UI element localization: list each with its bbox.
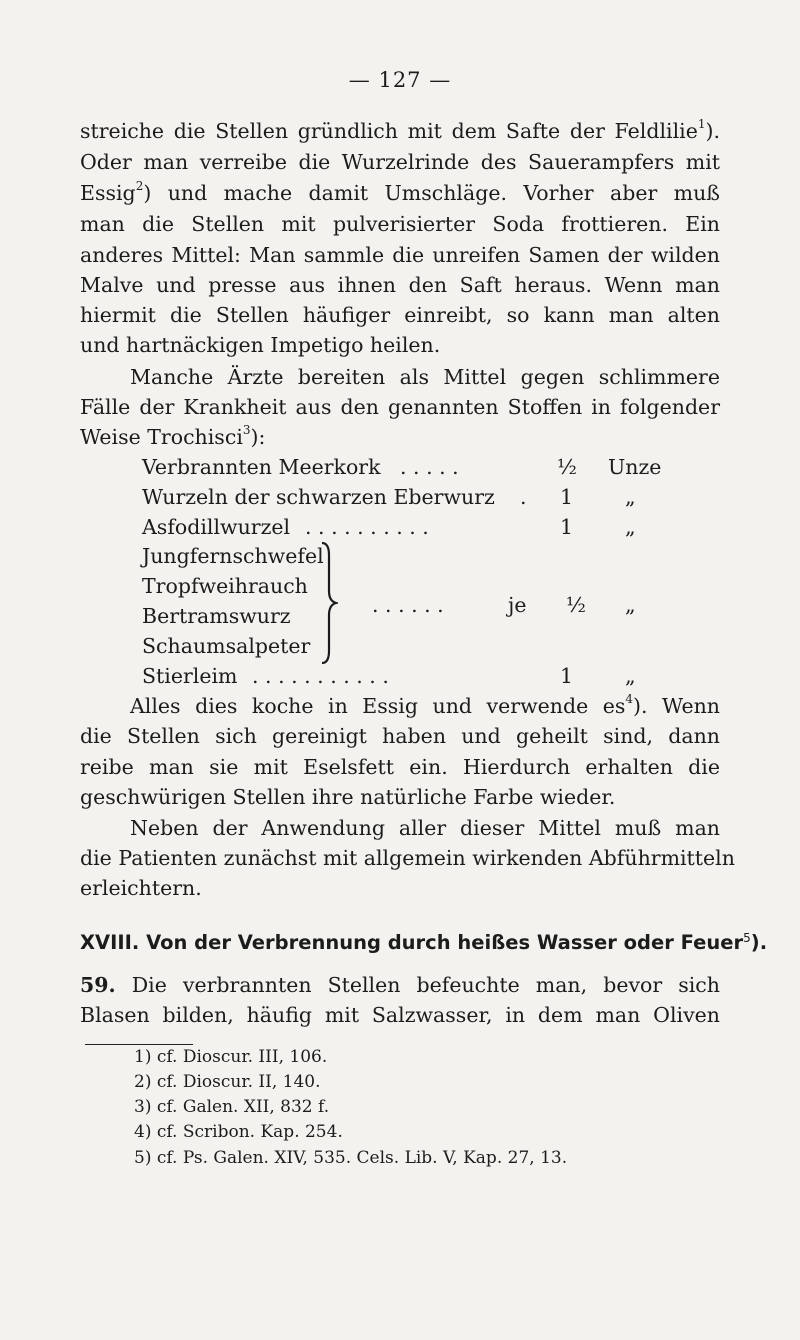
recipe-qty: ½ [566, 593, 586, 617]
recipe-group-item: Tropfweihrauch [142, 574, 308, 598]
recipe-unit: „ [625, 485, 636, 509]
body-line: streiche die Stellen gründlich mit dem Safte der Feldlilie$^1$). [80, 117, 720, 143]
body-line: Weise Trochisci$^3$): [80, 423, 266, 449]
recipe-item-name: Verbrannten Meerkork [142, 455, 381, 479]
body-line: Blasen bilden, häufig mit Salzwasser, in dem man Oliven [80, 1003, 720, 1027]
footnote: 5) cf. Ps. Galen. XIV, 535. Cels. Lib. V, Kap. 27, 13. [134, 1148, 568, 1168]
page-number: — 127 — [348, 68, 452, 92]
recipe-item-name: Asfodillwurzel [142, 515, 291, 539]
body-line: anderes Mittel: Man sammle die unreifen Samen der wilden [80, 243, 720, 267]
footnote-ref: 1 [697, 117, 706, 131]
recipe-unit: Unze [608, 455, 662, 479]
recipe-item-name: Wurzeln der schwarzen Eberwurz [142, 485, 495, 509]
body-line: 59. Die verbrannten Stellen befeuchte man, bevor sich [80, 973, 720, 997]
body-line: erleichtern. [80, 876, 202, 900]
footnote-ref: 2 [135, 179, 144, 193]
body-line: man die Stellen mit pulverisierter Soda frottieren. Ein [80, 212, 720, 236]
recipe-qty: ½ [557, 455, 577, 479]
footnote: 4) cf. Scribon. Kap. 254. [134, 1122, 343, 1142]
recipe-je: je [508, 593, 527, 617]
recipe-group-item: Bertramswurz [142, 604, 291, 628]
recipe-leader-dots: . . . . . . . . . . . [252, 664, 389, 688]
recipe-leader-dots: . . . . . . . . . . [305, 515, 429, 539]
recipe-group-item: Schaumsalpeter [142, 634, 311, 658]
body-line: Alles dies koche in Essig und verwende $es^4$). Wenn [130, 692, 720, 718]
body-line: die Stellen sich gereinigt haben und geheilt sind, dann [80, 724, 720, 748]
body-line: Manche Ärzte bereiten als Mittel gegen schlimmere [130, 365, 720, 389]
recipe-qty: 1 [560, 515, 574, 539]
section-heading: XVIII. Von der Verbrennung durch heißes Wasser oder Feuer$^5$). [80, 931, 768, 954]
body-line: und hartnäckigen Impetigo heilen. [80, 333, 441, 357]
footnote: 3) cf. Galen. XII, 832 f. [134, 1097, 330, 1117]
body-line: Malve und presse aus ihnen den Saft heraus. Wenn man [80, 273, 720, 297]
footnote: 1) cf. Dioscur. III, 106. [134, 1047, 328, 1067]
recipe-qty: 1 [560, 485, 574, 509]
recipe-unit: „ [625, 664, 636, 688]
recipe-leader-dots: . . . . . [400, 455, 459, 479]
curly-brace-icon [320, 541, 338, 665]
recipe-unit: „ [625, 593, 636, 617]
body-line: Essig$^2$) und mache damit Umschläge. Vorher aber muß [80, 179, 720, 205]
footnote-ref: 5 [743, 931, 751, 945]
body-line: die Patienten zunächst mit allgemein wirkenden Abführmitteln [80, 846, 735, 870]
body-line: Fälle der Krankheit aus den genannten Stoffen in folgender [80, 395, 720, 419]
recipe-qty: 1 [560, 664, 574, 688]
recipe-unit: „ [625, 515, 636, 539]
body-line: geschwürigen Stellen ihre natürliche Farbe wieder. [80, 785, 616, 809]
footnote-ref: 4 [625, 692, 634, 706]
recipe-leader-dots: . [520, 485, 527, 509]
body-line: Neben der Anwendung aller dieser Mittel muß man [130, 816, 720, 840]
paragraph-number: 59. [80, 973, 116, 997]
footnote-ref: 3 [242, 423, 251, 437]
body-line: hiermit die Stellen häufiger einreibt, so kann man alten [80, 303, 720, 327]
recipe-item-name: Stierleim [142, 664, 238, 688]
body-line: Oder man verreibe die Wurzelrinde des Sauerampfers mit [80, 150, 720, 174]
recipe-group-item: Jungfernschwefel [142, 544, 324, 568]
recipe-leader-dots: . . . . . . [372, 593, 444, 617]
footnote: 2) cf. Dioscur. II, 140. [134, 1072, 321, 1092]
body-line: reibe man sie mit Eselsfett ein. Hierdurch erhalten die [80, 755, 720, 779]
